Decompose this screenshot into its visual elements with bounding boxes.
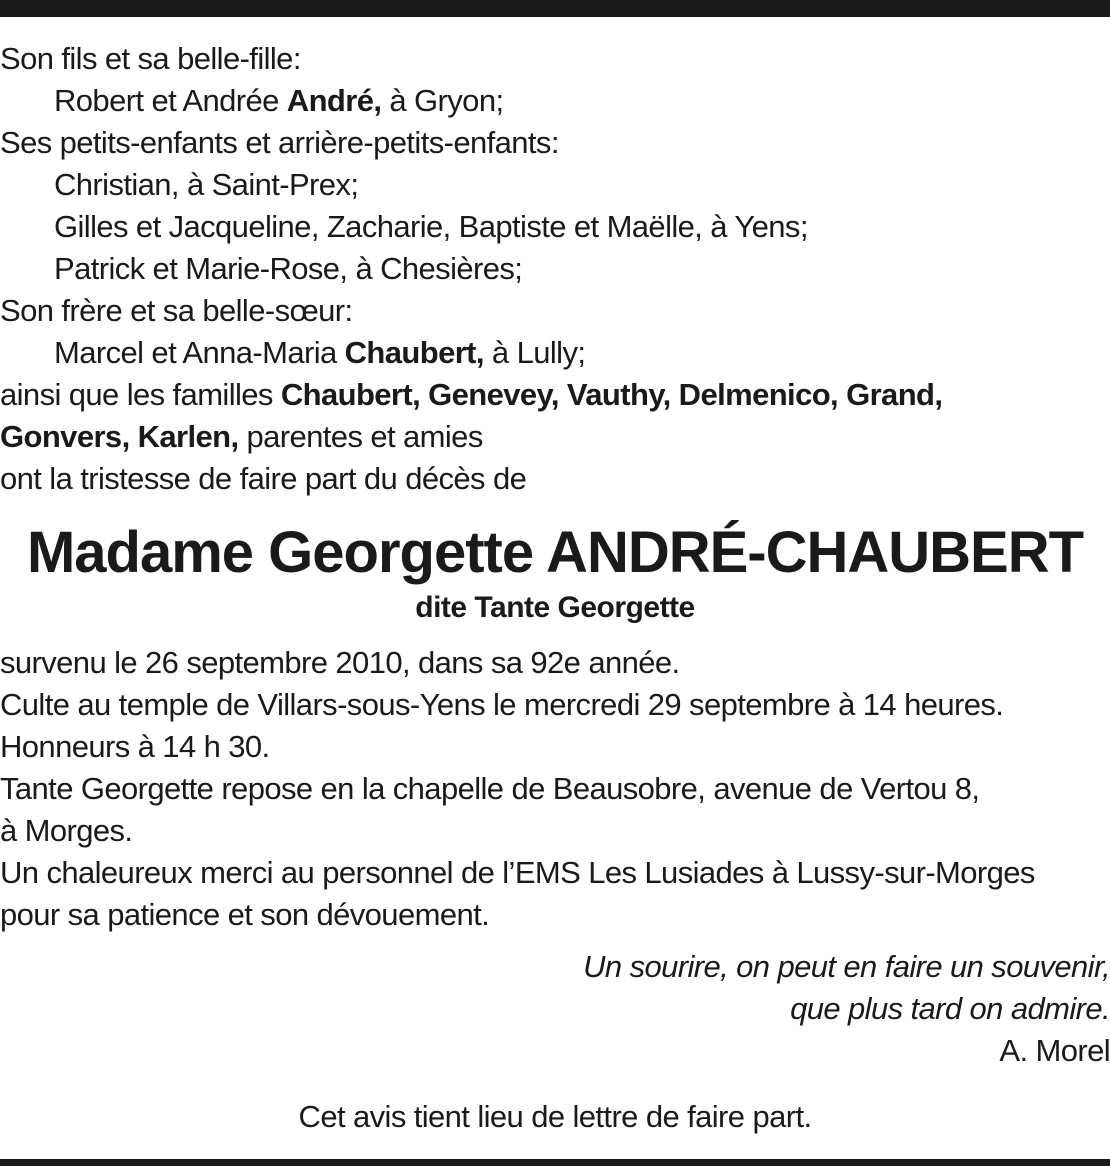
- spacer: [0, 936, 1110, 946]
- surname: Chaubert,: [344, 335, 484, 370]
- family-names: Chaubert, Genevey, Vauthy, Delmenico, Grand,: [280, 377, 943, 412]
- thanks-line-2: pour sa patience et son dévouement.: [0, 897, 490, 932]
- announcement-line: ont la tristesse de faire part du décès de: [0, 461, 527, 496]
- family-line-brother: Son frère et sa belle-sœur:: [0, 293, 353, 328]
- family-line-christian: Christian, à Saint-Prex;: [54, 167, 359, 202]
- quote-author: A. Morel: [999, 1033, 1110, 1068]
- text: à Gryon;: [381, 83, 504, 118]
- quote-line-1: Un sourire, on peut en faire un souvenir,: [583, 949, 1110, 984]
- family-line-robert: [0, 80, 1110, 122]
- closing-note: Cet avis tient lieu de lettre de faire part.: [298, 1099, 812, 1134]
- family-line-son: Son fils et sa belle-fille:: [0, 41, 301, 76]
- deceased-nickname: dite Tante Georgette: [415, 591, 695, 624]
- family-names: Gonvers, Karlen,: [0, 419, 239, 454]
- text: ainsi que les familles: [0, 377, 281, 412]
- surname: André,: [286, 83, 382, 118]
- text: à Lully;: [483, 335, 586, 370]
- quote-line-2: que plus tard on admire.: [790, 991, 1110, 1026]
- text: Robert et Andrée: [54, 83, 287, 118]
- death-date-line: survenu le 26 septembre 2010, dans sa 92e année.: [0, 645, 680, 680]
- families-line-2: [0, 416, 1110, 458]
- bottom-rule: [0, 1159, 1110, 1166]
- family-line-marcel: [0, 332, 1110, 374]
- text: parentes et amies: [238, 419, 483, 454]
- family-line-grandchildren: Ses petits-enfants et arrière-petits-enfants:: [0, 125, 559, 160]
- honours-line: Honneurs à 14 h 30.: [0, 729, 270, 764]
- chapel-line: Tante Georgette repose en la chapelle de Beausobre, avenue de Vertou 8,: [0, 771, 980, 806]
- top-rule: [0, 0, 1110, 17]
- text: Marcel et Anna-Maria: [54, 335, 345, 370]
- families-line: [0, 374, 1110, 416]
- obituary-notice: [0, 38, 1110, 1138]
- thanks-line: Un chaleureux merci au personnel de l’EMS Les Lusiades à Lussy-sur-Morges: [0, 855, 1035, 890]
- service-line: Culte au temple de Villars-sous-Yens le mercredi 29 septembre à 14 heures.: [0, 687, 1004, 722]
- chapel-line-2: à Morges.: [0, 813, 133, 848]
- deceased-name: Madame Georgette ANDRÉ-CHAUBERT: [26, 520, 1084, 585]
- family-line-patrick: Patrick et Marie-Rose, à Chesières;: [54, 251, 523, 286]
- spacer: [0, 500, 1110, 518]
- family-line-gilles: Gilles et Jacqueline, Zacharie, Baptiste et Maëlle, à Yens;: [54, 209, 808, 244]
